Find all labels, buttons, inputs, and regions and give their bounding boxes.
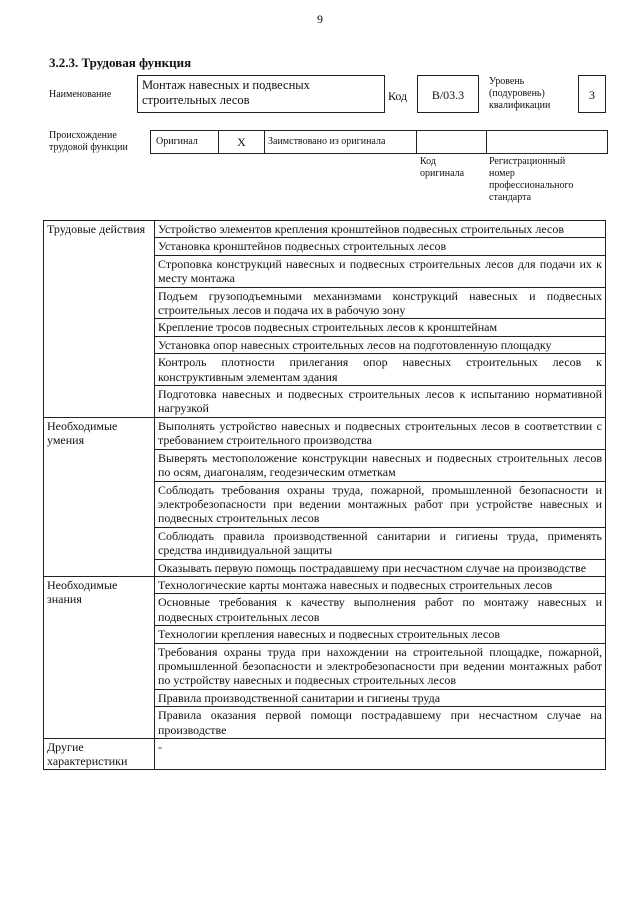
list-item: Установка кронштейнов подвесных строительных лесов	[155, 238, 605, 255]
list-item: Технологические карты монтажа навесных и подвесных строительных лесов	[155, 577, 605, 594]
list-item: Выполнять устройство навесных и подвесных строительных лесов в соответствии с требованием строительного производства	[155, 418, 605, 450]
items-cell	[155, 576, 606, 738]
items-cell	[155, 417, 606, 576]
borrowed-label: Заимствовано из оригинала	[265, 131, 417, 153]
table-row	[44, 417, 606, 576]
origin-label: Происхождение трудовой функции	[49, 130, 128, 153]
original-mark: X	[219, 131, 265, 153]
list-item: Выверять местоположение конструкции навесных и подвесных строительных лесов по осям, диагоналям, геодезическим отметкам	[155, 450, 605, 482]
table-row	[44, 221, 606, 418]
list-item: Устройство элементов крепления кронштейнов подвесных строительных лесов	[155, 221, 605, 238]
list-item: -	[158, 740, 162, 754]
list-item: Контроль плотности прилегания опор навесных строительных лесов к конструктивным элементам здания	[155, 354, 605, 386]
table-row	[44, 576, 606, 738]
list-item: Подготовка навесных и подвесных строительных лесов к испытанию нормативной нагрузкой	[158, 387, 602, 416]
list-item: Крепление тросов подвесных строительных лесов к кронштейнам	[155, 319, 605, 336]
code-original-cell	[417, 131, 487, 153]
level-value: 3	[578, 75, 606, 113]
list-item: Требования охраны труда при нахождении на строительной площадке, пожарной, промышленной безопасности и электробезопасности при ведении монтажных работ по устройству навесных и подвесных строительных лесов	[155, 644, 605, 690]
list-item: Строповка конструкций навесных и подвесных строительных лесов для подачи их к месту монтажа	[155, 256, 605, 288]
list-item: Соблюдать требования охраны труда, пожарной, промышленной безопасности и электробезопасности при ведении монтажных работ при устройстве навесных и подвесных строительных лесов	[155, 482, 605, 528]
category-cell: Трудовые действия	[44, 221, 155, 418]
list-item: Соблюдать правила производственной санитарии и гигиены труда, применять средства индивидуальной защиты	[155, 528, 605, 560]
list-item: Правила производственной санитарии и гигиены труда	[155, 690, 605, 707]
section-title: 3.2.3. Трудовая функция	[49, 55, 192, 70]
items-cell	[155, 221, 606, 418]
code-label: Код	[388, 89, 408, 103]
list-item: Основные требования к качеству выполнения работ по монтажу навесных и подвесных строительных лесов	[155, 594, 605, 626]
list-item: Установка опор навесных строительных лесов на подготовленную площадку	[155, 337, 605, 354]
category-cell: Необходимые знания	[44, 576, 155, 738]
reg-number-cell	[487, 131, 607, 153]
items-cell	[155, 739, 606, 770]
list-item: Правила оказания первой помощи пострадавшему при несчастном случае на производстве	[158, 708, 602, 737]
reg-number-label: Регистрационный номер профессионального стандарта	[489, 156, 574, 203]
list-item: Оказывать первую помощь пострадавшему при несчастном случае на производстве	[158, 560, 587, 575]
name-label: Наименование	[49, 89, 112, 100]
table-row	[44, 739, 606, 770]
category-cell: Необходимые умения	[44, 417, 155, 576]
original-label: Оригинал	[151, 131, 219, 153]
function-table	[43, 220, 606, 770]
level-label: Уровень (подуровень) квалификации	[489, 76, 551, 111]
page-number: 9	[317, 12, 323, 26]
list-item: Подъем грузоподъемными механизмами конструкций навесных и подвесных строительных лесов и подача их в рабочую зону	[155, 288, 605, 320]
list-item: Технологии крепления навесных и подвесных строительных лесов	[155, 626, 605, 643]
origin-row	[150, 130, 608, 154]
code-value: B/03.3	[417, 75, 479, 113]
category-cell: Другие характеристики	[44, 739, 155, 770]
code-original-label: Код оригинала	[420, 156, 465, 179]
function-name: Монтаж навесных и подвесных строительных лесов	[137, 75, 385, 113]
